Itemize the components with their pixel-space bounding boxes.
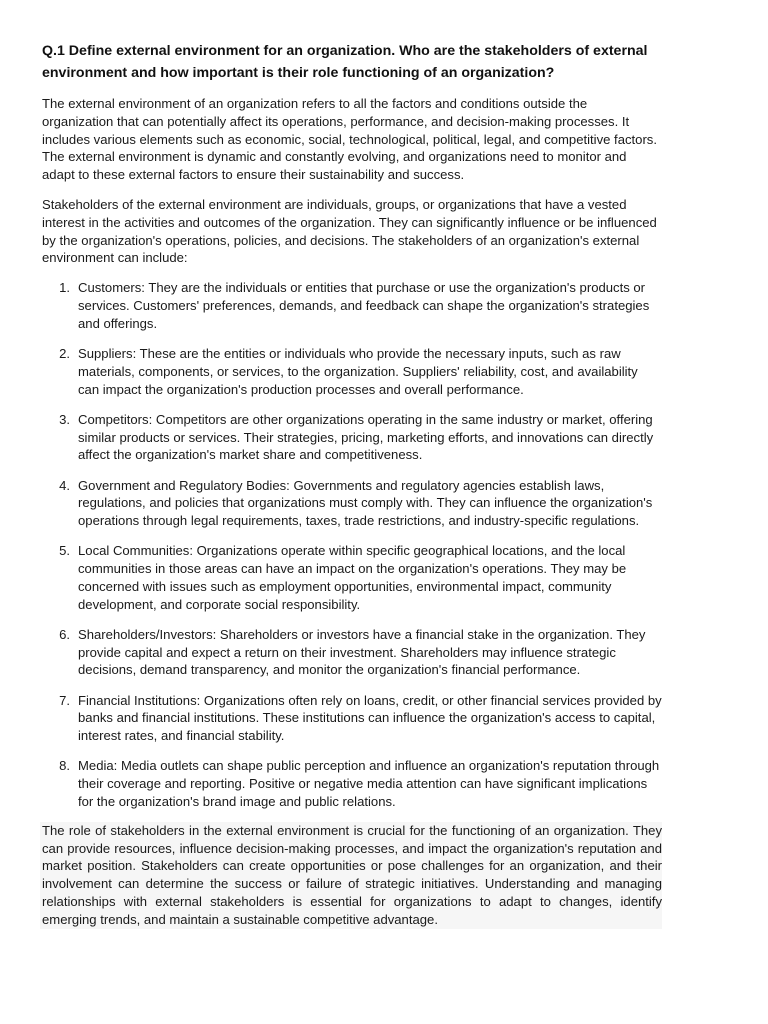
list-item [42,626,662,679]
list-item-number: 3. [59,411,70,427]
list-item-number: 8. [59,758,70,774]
list-item-text: Local Communities: Organizations operate within specific geographical locations, and the local communities in those areas can have an impact on the organization's operations. They may be concerned with issues such as employment opportunities, environmental impact, community development, and corporate social responsibility. [78,543,627,612]
list-item-number: 7. [59,692,70,708]
list-item-number: 5. [59,543,70,559]
list-item [42,279,662,332]
list-item-number: 6. [59,626,70,642]
list-item-number: 1. [59,280,70,296]
list-item-number: 2. [59,345,70,361]
list-item-number: 4. [59,477,70,493]
list-item [42,411,662,464]
intro-paragraph: The external environment of an organization refers to all the factors and conditions outside the organization that can potentially affect its operations, performance, and decision-making processes. It includes various elements such as economic, social, technological, political, legal, and competitive factors. The external environment is dynamic and constantly evolving, and organizations need to monitor and adapt to these external factors to ensure their sustainability and success. [42,96,657,183]
list-item-text: Government and Regulatory Bodies: Governments and regulatory agencies establish laws, regulations, and policies that organizations must comply with. They can influence the organization's operations through legal requirements, taxes, trade restrictions, and industry-specific regulations. [78,477,653,529]
list-item [42,757,662,810]
stakeholder-list [42,279,662,811]
list-item-text: Customers: They are the individuals or entities that purchase or use the organization's products or services. Customers' preferences, demands, and feedback can shape the organization's strategies and offerings. [78,280,650,331]
list-item [42,477,662,530]
list-item-text: Suppliers: These are the entities or individuals who provide the necessary inputs, such as raw materials, components, or services, to the organization. Suppliers' reliability, cost, and availability can impact the organization's production processes and overall performance. [78,345,638,397]
list-item [42,692,662,745]
document-page [42,40,662,941]
conclusion-paragraph: The role of stakeholders in the external environment is crucial for the functioning of an organization. They can provide resources, influence decision-making processes, and impact the organization's reputation and market position. Stakeholders can create opportunities or pose challenges for an organization, and their involvement can determine the success or failure of strategic initiatives. Understanding and managing relationships with external stakeholders is essential for organizations to adapt to changes, identify emerging trends, and maintain a sustainable competitive advantage. [42,822,662,927]
list-item [42,345,662,398]
list-item-text: Media: Media outlets can shape public perception and influence an organization's reputation through their coverage and reporting. Positive or negative media attention can have significant implications for the organization's brand image and public relations. [78,758,660,810]
stakeholders-paragraph: Stakeholders of the external environment are individuals, groups, or organizations that have a vested interest in the activities and outcomes of the organization. They can significantly influence or be influenced by the organization's operations, policies, and decisions. The stakeholders of an organization's external environment can include: [42,196,657,266]
question-heading: Q.1 Define external environment for an organization. Who are the stakeholders of external environment and how important is their role functioning of an organization? [42,43,648,81]
list-item-text: Shareholders/Investors: Shareholders or investors have a financial stake in the organization. They provide capital and expect a return on their investment. Shareholders may influence strategic decisions, demand transparency, and monitor the organization's financial performance. [78,626,646,678]
list-item [42,542,662,613]
list-item-text: Financial Institutions: Organizations often rely on loans, credit, or other financial services provided by banks and financial institutions. These institutions can influence the organization's access to capital, interest rates, and financial stability. [78,692,662,744]
list-item-text: Competitors: Competitors are other organizations operating in the same industry or market, offering similar products or services. Their strategies, pricing, marketing efforts, and innovations can directly affect the organization's market share and competitiveness. [78,411,654,463]
